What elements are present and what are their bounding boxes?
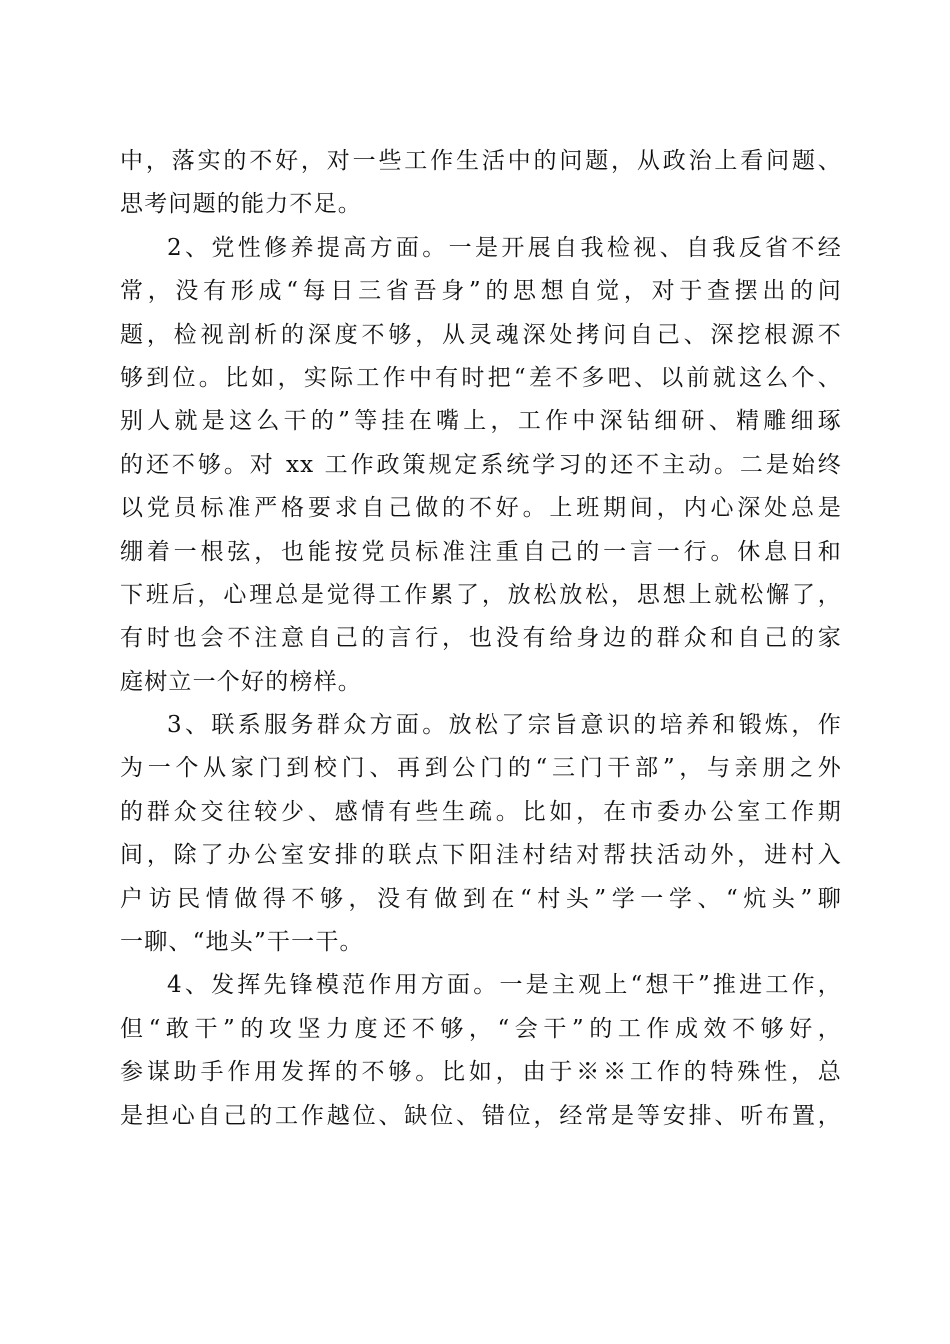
- text-line: 参谋助手作用发挥的不够。比如，由于※※工作的特殊性，总: [120, 1059, 842, 1086]
- text-line: 的群众交往较少、感情有些生疏。比如，在市委办公室工作期: [120, 798, 842, 825]
- text-line: 常，没有形成“每日三省吾身”的思想自觉，对于查摆出的问: [120, 278, 842, 305]
- text-line: 为一个从家门到校门、再到公门的“三门干部”，与亲朋之外: [120, 755, 842, 782]
- document-body: [120, 140, 842, 1138]
- text-line: 中，落实的不好，对一些工作生活中的问题，从政治上看问题、: [120, 148, 842, 174]
- text-line: 以党员标准严格要求自己做的不好。上班期间，内心深处总是: [120, 495, 842, 522]
- text-line: 有时也会不注意自己的言行，也没有给身边的群众和自己的家: [120, 625, 842, 652]
- text-line: 下班后，心理总是觉得工作累了，放松放松，思想上就松懈了，: [120, 581, 842, 608]
- text-line: 思考问题的能力不足。: [120, 191, 362, 218]
- text-line: 间，除了办公室安排的联点下阳洼村结对帮扶活动外，进村入: [120, 842, 842, 869]
- text-line: 别人就是这么干的”等挂在嘴上，工作中深钻细研、精雕细琢: [120, 408, 842, 435]
- text-line: 一聊、“地头”干一干。: [120, 929, 364, 956]
- text-line: 够到位。比如，实际工作中有时把“差不多吧、以前就这么个、: [120, 364, 842, 391]
- paragraph-2-start: 2、党性修养提高方面。一是开展自我检视、自我反省不经: [167, 234, 842, 261]
- text-line: 题，检视剖析的深度不够，从灵魂深处拷问自己、深挖根源不: [120, 321, 842, 348]
- text-line: 的还不够。对 xx 工作政策规定系统学习的还不主动。二是始终: [120, 451, 842, 478]
- text-line: 是担心自己的工作越位、缺位、错位，经常是等安排、听布置，: [120, 1102, 842, 1129]
- text-line: 户访民情做得不够，没有做到在“村头”学一学、“炕头”聊: [120, 885, 842, 912]
- text-line: 但“敢干”的攻坚力度还不够，“会干”的工作成效不够好，: [120, 1015, 842, 1042]
- text-line: 绷着一根弦，也能按党员标准注重自己的一言一行。休息日和: [120, 538, 842, 565]
- text-line: 庭树立一个好的榜样。: [120, 668, 362, 695]
- paragraph-3-start: 3、联系服务群众方面。放松了宗旨意识的培养和锻炼，作: [167, 712, 842, 739]
- paragraph-4-start: 4、发挥先锋模范作用方面。一是主观上“想干”推进工作，: [167, 972, 842, 999]
